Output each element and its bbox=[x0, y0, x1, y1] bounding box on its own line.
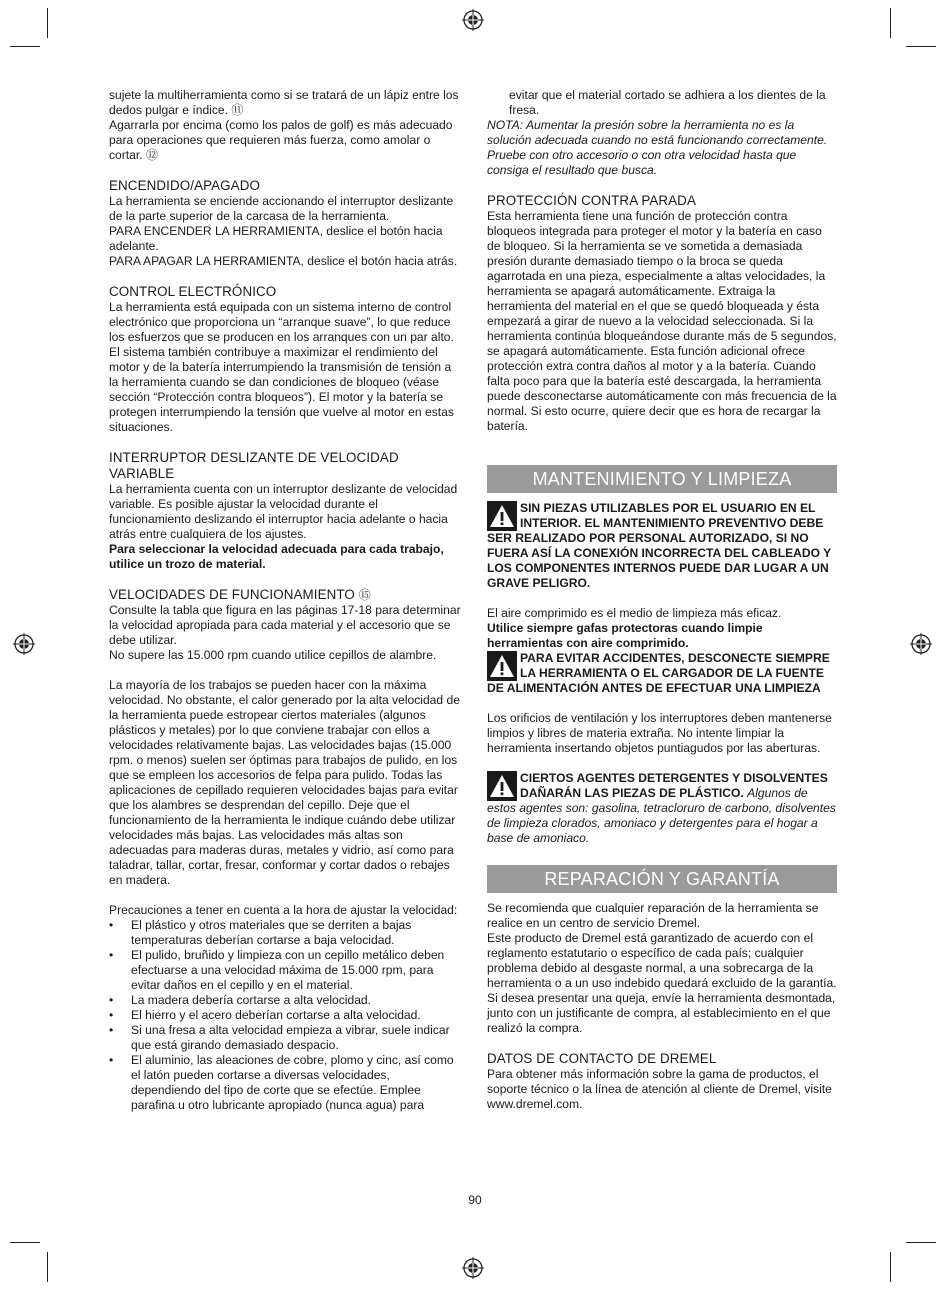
paragraph: PARA APAGAR LA HERRAMIENTA, deslice el botón hacia atrás. bbox=[109, 254, 458, 268]
paragraph: La herramienta se enciende accionando el interruptor deslizante de la parte superior de la carcasa de la herramienta. bbox=[109, 194, 454, 223]
crop-mark bbox=[906, 46, 936, 47]
section-heading: VELOCIDADES DE FUNCIONAMIENTO ⑮ bbox=[109, 587, 371, 602]
crop-mark bbox=[47, 8, 48, 38]
warning-block: PARA EVITAR ACCIDENTES, DESCONECTE SIEMPRE LA HERRAMIENTA O EL CARGADOR DE LA FUENTE DE ALIMENTACIÓN ANTES DE EFECTUAR UNA LIMPIEZA bbox=[487, 651, 830, 695]
section-heading: INTERRUPTOR DESLIZANTE DE VELOCIDAD VARIABLE bbox=[109, 450, 399, 481]
section-heading: PROTECCIÓN CONTRA PARADA bbox=[487, 193, 696, 208]
list-item: • Si una fresa a alta velocidad empieza a vibrar, suele indicar que está girando demasiado despacio. bbox=[109, 1023, 461, 1053]
registration-mark-icon bbox=[462, 9, 484, 31]
note: NOTA: Aumentar la presión sobre la herramienta no es la solución adecuada cuando no está funcionando correctamente. Pruebe con otro accesorio o con otra velocidad hasta que consiga el resultado que busca. bbox=[487, 118, 828, 177]
crop-mark bbox=[890, 8, 891, 38]
registration-mark-icon bbox=[13, 633, 35, 655]
paragraph: Precauciones a tener en cuenta a la hora de ajustar la velocidad: bbox=[109, 903, 458, 917]
warning-block: SIN PIEZAS UTILIZABLES POR EL USUARIO EN EL INTERIOR. EL MANTENIMIENTO PREVENTIVO DEBE SER REALIZADO POR PERSONAL AUTORIZADO, SI NO FUERA ASÍ LA CONEXIÓN INCORRECTA DEL CABLEADO Y LOS COMPONENTES INTERNOS PUEDE DAR LUGAR A UN GRAVE PELIGRO. bbox=[487, 501, 832, 590]
paragraph: La herramienta está equipada con un sistema interno de control electrónico que proporciona un “arranque suave”, lo que reduce los esfuerzos que se producen en los arranques con un par alto. El sistema también contribuye a maximizar el rendimiento del motor y de la batería interrumpiendo la transmisión de tensión a la herramienta cuando se dan condiciones de bloqueo (véase sección “Protección contra bloqueos”). El motor y la batería se protegen interrumpiendo la tensión que vuelve al motor en estas situaciones. bbox=[109, 300, 454, 434]
paragraph: Agarrarla por encima (como los palos de golf) es más adecuado para operaciones que requieren más fuerza, como amolar o cortar. ⑫ bbox=[109, 118, 453, 162]
crop-mark bbox=[10, 1242, 40, 1243]
paragraph: La mayoría de los trabajos se pueden hacer con la máxima velocidad. No obstante, el calor generado por la alta velocidad de la herramienta puede estropear ciertos materiales (algunos plásticos y metales) por lo que conviene trabajar con ellos a velocidades relativamente bajas. Las velocidades bajas (15.000 rpm. o menos) suelen ser óptimas para trabajos de pulido, en los que se empleen los accesorios de felpa para pulido. Todas las aplicaciones de cepillado requieren velocidades bajas para evitar que los alambres se desprendan del cepillo. Deje que el funcionamiento de la herramienta le indique cuándo debe utilizar velocidades más bajas. Las velocidades más altas son adecuadas para maderas duras, metales y vidrio, así como para taladrar, tallar, cortar, fresar, conformar y cortar dados o rebajes en madera. bbox=[109, 678, 460, 887]
section-heading: CONTROL ELECTRÓNICO bbox=[109, 284, 277, 299]
warning-triangle-icon bbox=[487, 771, 517, 801]
paragraph: Los orificios de ventilación y los interruptores deben mantenerse limpios y libres de materia extraña. No intente limpiar la herramienta insertando objetos puntiagudos por las aberturas. bbox=[487, 711, 832, 755]
paragraph: No supere las 15.000 rpm cuando utilice cepillos de alambre. bbox=[109, 648, 437, 662]
left-column bbox=[109, 88, 461, 1113]
crop-mark bbox=[47, 1252, 48, 1282]
registration-mark-icon bbox=[462, 1257, 484, 1279]
paragraph: PARA ENCENDER LA HERRAMIENTA, deslice el botón hacia adelante. bbox=[109, 224, 443, 253]
list-item: • El hierro y el acero deberían cortarse a alta velocidad. bbox=[109, 1008, 461, 1023]
section-heading: DATOS DE CONTACTO DE DREMEL bbox=[487, 1051, 717, 1066]
crop-mark bbox=[906, 1242, 936, 1243]
warning-triangle-icon bbox=[487, 501, 517, 531]
warning-block: CIERTOS AGENTES DETERGENTES Y DISOLVENTES DAÑARÁN LAS PIEZAS DE PLÁSTICO. Algunos de estos agentes son: gasolina, tetracloruro de carbono, disolventes de limpieza clorados, amoniaco y detergentes para el hogar a base de amoniaco. bbox=[487, 771, 836, 845]
list-item: • El pulido, bruñido y limpieza con un cepillo metálico deben efectuarse a una velocidad máxima de 15.000 rpm, para evitar daños en el cepillo y en el material. bbox=[109, 948, 461, 993]
paragraph: El aire comprimido es el medio de limpieza más eficaz. bbox=[487, 606, 782, 620]
paragraph: Esta herramienta tiene una función de protección contra bloqueos integrada para proteger el motor y la batería en caso de bloqueo. Si la herramienta se ve sometida a demasiada presión durante demasiado tiempo o la broca se queda agarrotada en una pieza, especialmente a altas velocidades, la herramienta se apagará automáticamente. Extraiga la herramienta del material en el que se quedó bloqueada y ésta empezará a girar de nuevo a la velocidad seleccionada. Si la herramienta continúa bloqueándose durante más de 5 segundos, se apagará automáticamente. Esta función adicional ofrece protección extra contra daños al motor y a la batería. Cuando falta poco para que la batería esté descargada, la herramienta puede desconectarse automáticamente con más frecuencia de la normal. Si esto ocurre, quiere decir que es hora de recargar la batería. bbox=[487, 209, 837, 433]
paragraph: Para obtener más información sobre la gama de productos, el soporte técnico o la línea de atención al cliente de Dremel, visite www.dremel.com. bbox=[487, 1067, 832, 1111]
paragraph: Se recomienda que cualquier reparación de la herramienta se realice en un centro de servicio Dremel. bbox=[487, 901, 819, 930]
paragraph-bold: Para seleccionar la velocidad adecuada para cada trabajo, utilice un trozo de material. bbox=[109, 542, 444, 571]
page-number: 90 bbox=[468, 1193, 482, 1207]
paragraph: evitar que el material cortado se adhiera a los dientes de la fresa. bbox=[509, 88, 826, 117]
list-item: • La madera debería cortarse a alta velocidad. bbox=[109, 993, 461, 1008]
list-item: • El plástico y otros materiales que se derriten a bajas temperaturas deberían cortarse a baja velocidad. bbox=[109, 918, 461, 948]
bullet-list bbox=[109, 918, 461, 1113]
list-item: • El aluminio, las aleaciones de cobre, plomo y cinc, así como el latón pueden cortarse a diversas velocidades, dependiendo del tipo de corte que se efectúe. Emplee parafina u otro lubricante apropiado (nunca agua) para bbox=[109, 1053, 461, 1113]
section-heading: ENCENDIDO/APAGADO bbox=[109, 178, 261, 193]
right-column bbox=[487, 88, 837, 1112]
paragraph: Consulte la tabla que figura en las páginas 17-18 para determinar la velocidad apropiada para cada material y el accesorio que se debe utilizar. bbox=[109, 603, 461, 647]
paragraph: Este producto de Dremel está garantizado de acuerdo con el reglamento estatutario o específico de cada país; cualquier problema debido al desgaste normal, a una sobrecarga de la herramienta o a un uso indebido quedará excluido de la garantía. bbox=[487, 931, 837, 990]
paragraph: Si desea presentar una queja, envíe la herramienta desmontada, junto con un justificante de compra, al establecimiento en el que realizó la compra. bbox=[487, 991, 836, 1035]
crop-mark bbox=[10, 46, 40, 47]
section-banner-repair: REPARACIÓN Y GARANTÍA bbox=[487, 865, 837, 893]
registration-mark-icon bbox=[910, 633, 932, 655]
paragraph: sujete la multiherramienta como si se tratará de un lápiz entre los dedos pulgar e índice. ⑪ bbox=[109, 88, 459, 117]
crop-mark bbox=[890, 1252, 891, 1282]
paragraph: La herramienta cuenta con un interruptor deslizante de velocidad variable. Es posible ajustar la velocidad durante el funcionamiento deslizando el interruptor hacia adelante o hacia atrás entre cualquiera de los ajustes. bbox=[109, 482, 458, 541]
section-banner-maintenance: MANTENIMIENTO Y LIMPIEZA bbox=[487, 465, 837, 493]
paragraph-bold: Utilice siempre gafas protectoras cuando limpie herramientas con aire comprimido. bbox=[487, 621, 763, 650]
warning-triangle-icon bbox=[487, 651, 517, 681]
